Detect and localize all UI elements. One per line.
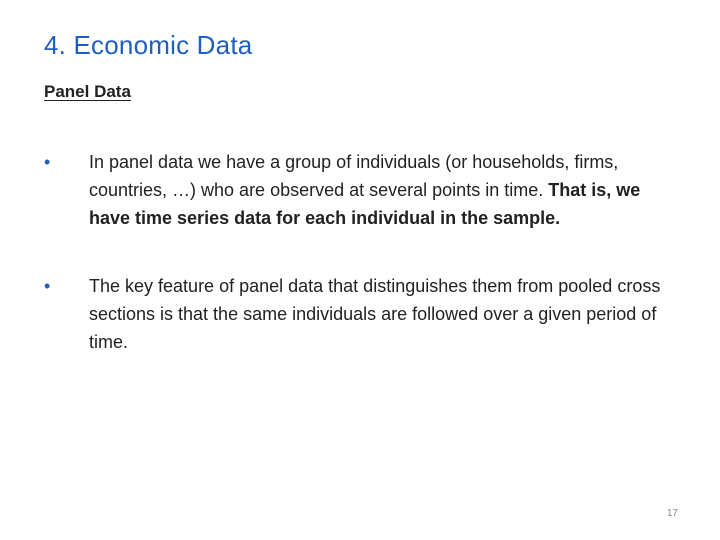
section-heading: Panel Data <box>44 82 131 101</box>
page-number: 17 <box>666 508 678 519</box>
bullet-text: The key feature of panel data that distinguishes them from pooled cross sections is that the same individuals are followed over a given period of time. <box>89 276 661 352</box>
slide-title: 4. Economic Data <box>44 30 253 60</box>
bullet-icon: • <box>44 152 51 172</box>
bullet-item-key-feature <box>44 272 684 356</box>
bullet-text: In panel data we have a group of individuals (or households, firms, countries, …) who are observed at several points in time. <box>89 152 619 200</box>
bullet-list <box>44 148 684 356</box>
bullet-item-panel-data-definition <box>44 148 684 232</box>
bullet-icon: • <box>44 276 51 296</box>
bullet-bold-text: That is, we have time series data for each individual in the sample. <box>89 180 641 228</box>
